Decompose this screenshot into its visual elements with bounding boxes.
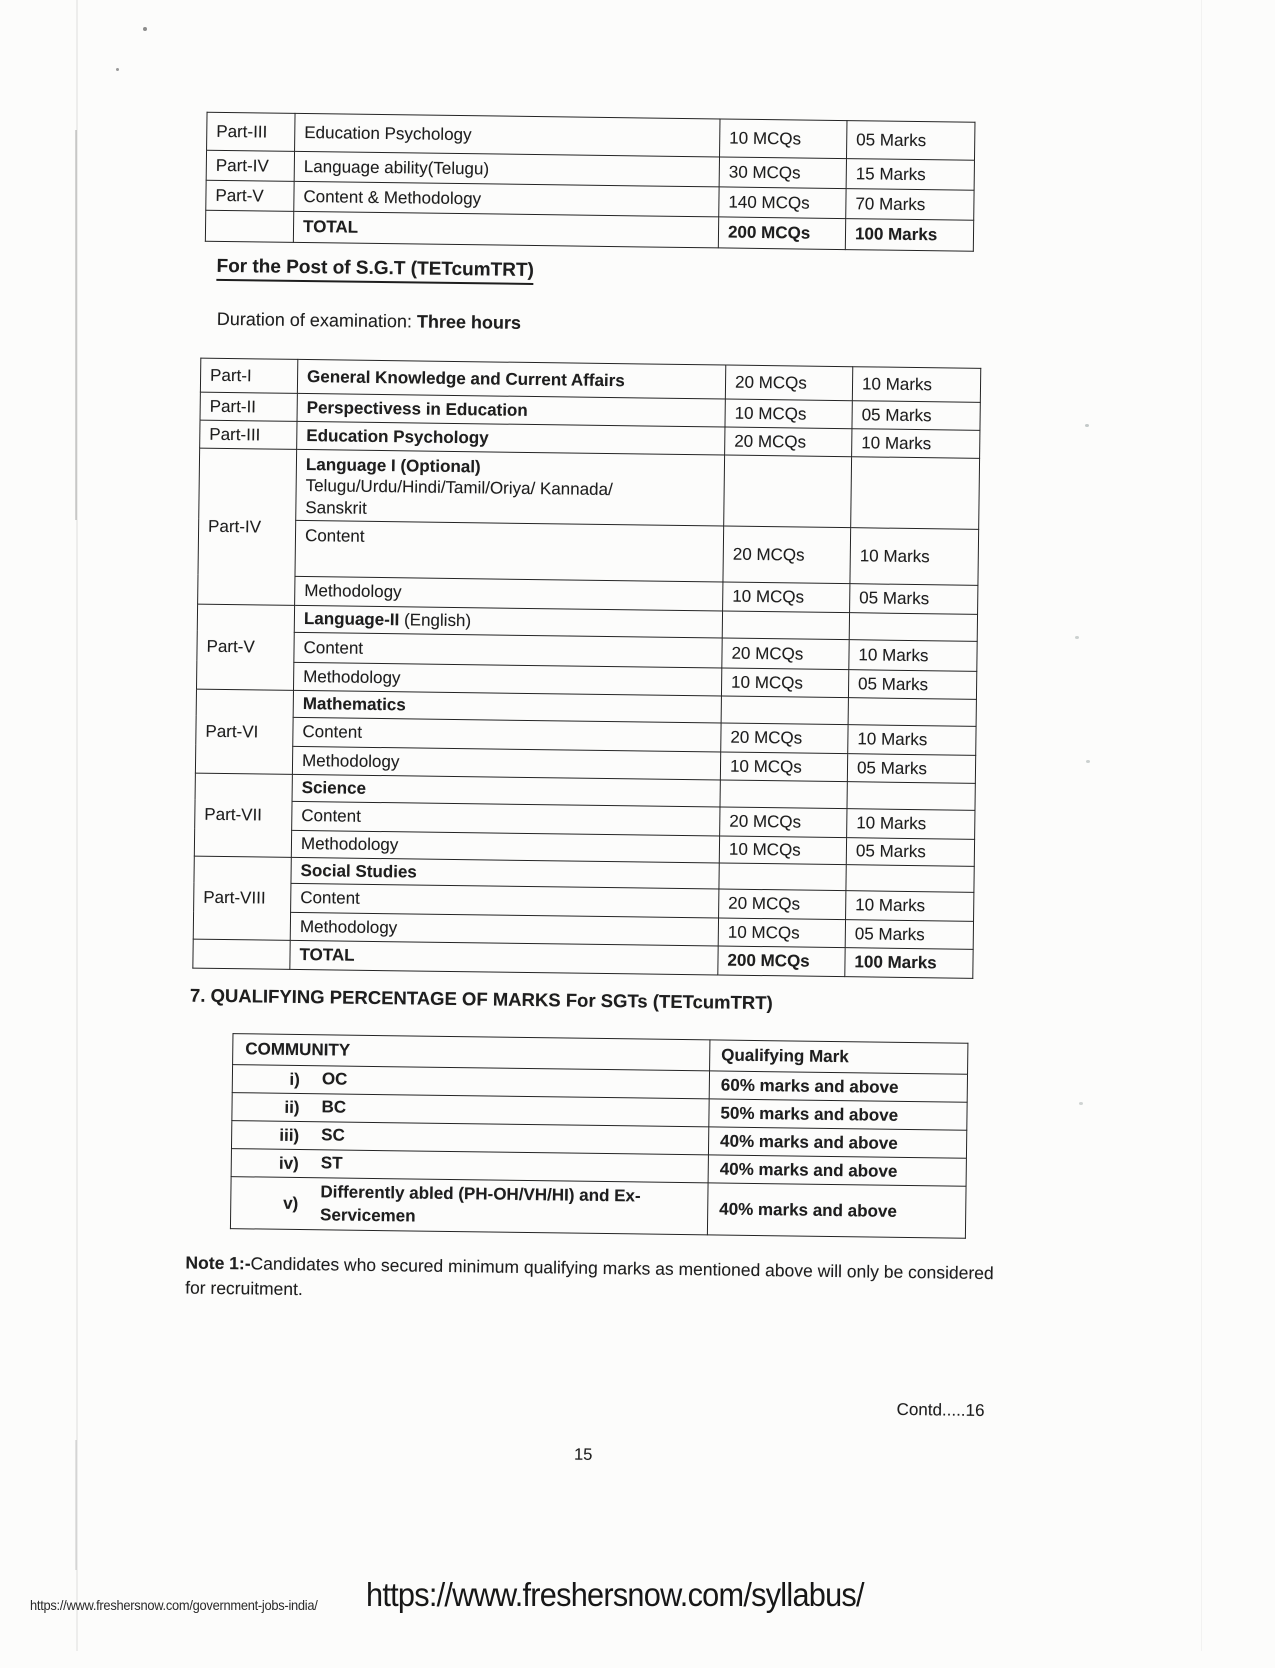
community-cell — [230, 1177, 708, 1235]
sa-syllabus-table-fragment — [205, 112, 976, 252]
duration-label: Duration of examination: — [216, 308, 418, 332]
page-number: 15 — [573, 1445, 593, 1464]
qualifying-mark-cell: 40% marks and above — [708, 1155, 966, 1186]
subject-cell: Methodology — [292, 746, 720, 780]
part-cell — [205, 210, 293, 242]
note-text: Candidates who secured minimum qualifying marks as mentioned above will only be considered for recruitment. — [185, 1253, 994, 1300]
mcq-count-cell: 10 MCQs — [720, 752, 847, 782]
mcq-count-cell: 20 MCQs — [719, 889, 846, 920]
marks-cell: 05 Marks — [847, 753, 975, 783]
community-label: Differently abled (PH-OH/VH/HI) and Ex- Servicemen — [320, 1182, 641, 1226]
marks-cell: 05 Marks — [846, 837, 974, 866]
table-row — [199, 448, 980, 529]
serial-number: i) — [289, 1069, 301, 1089]
post-heading: For the Post of S.G.T (TETcumTRT) — [216, 256, 534, 285]
marks-cell: 10 Marks — [850, 527, 979, 585]
mcq-count-cell: 10 MCQs — [723, 582, 850, 613]
marks-cell: 05 Marks — [850, 583, 978, 614]
marks-cell: 100 Marks — [845, 948, 973, 979]
mcq-count-cell — [722, 611, 849, 640]
duration-value: Three hours — [416, 311, 522, 333]
duration-line — [217, 309, 521, 334]
qualifying-mark-cell: 50% marks and above — [709, 1099, 967, 1130]
sgt-syllabus-table — [192, 358, 981, 979]
footer-small-url: https://www.freshersnow.com/government-jobs-india/ — [30, 1597, 318, 1613]
community-label: BC — [321, 1097, 347, 1118]
marks-cell: 15 Marks — [846, 159, 974, 191]
part-cell: Part-III — [207, 112, 295, 151]
mcq-count-cell: 10 MCQs — [721, 668, 848, 698]
part-cell: Part-V — [206, 180, 294, 211]
mcq-count-cell: 30 MCQs — [719, 157, 846, 189]
part-cell: Part-II — [200, 392, 297, 421]
community-header-cell: COMMUNITY — [233, 1034, 710, 1071]
mcq-count-cell: 20 MCQs — [723, 526, 851, 584]
community-label: OC — [321, 1069, 348, 1090]
mcq-count-cell: 20 MCQs — [722, 638, 849, 670]
serial-number: iv) — [278, 1153, 299, 1173]
serial-number: v) — [283, 1193, 299, 1213]
subject-cell: Content — [295, 520, 724, 582]
subject-cell: Methodology — [291, 830, 719, 863]
mcq-count-cell: 10 MCQs — [719, 836, 846, 865]
subject-cell: Methodology — [293, 662, 721, 696]
mcq-count-cell: 20 MCQs — [725, 365, 852, 401]
part-cell — [193, 939, 290, 969]
subject-cell: Science — [292, 774, 720, 807]
qualifying-mark-cell: 60% marks and above — [709, 1071, 967, 1102]
community-label: ST — [320, 1153, 343, 1174]
mcq-count-cell: 200 MCQs — [718, 946, 845, 977]
subject-cell: TOTAL — [293, 211, 718, 248]
part-cell: Part-V — [196, 604, 294, 690]
marks-cell — [848, 697, 976, 726]
qualifying-section-heading: 7. QUALIFYING PERCENTAGE OF MARKS For SGTs (TETcumTRT) — [189, 984, 773, 1014]
subject-cell: Content — [293, 717, 721, 752]
subject-cell: Perspectivess in Education — [297, 393, 725, 427]
note-paragraph — [185, 1251, 1014, 1313]
qualifying-mark-cell: 40% marks and above — [707, 1183, 966, 1238]
qualifying-mark-cell: 40% marks and above — [708, 1127, 966, 1158]
marks-cell — [851, 457, 980, 529]
community-label: SC — [321, 1125, 345, 1146]
table-row — [230, 1177, 966, 1239]
part-cell: Part-VII — [194, 773, 292, 857]
part-cell: Part-VI — [195, 689, 293, 774]
marks-cell — [847, 781, 975, 810]
part-cell: Part-VIII — [193, 856, 291, 941]
subject-cell: Methodology — [295, 576, 723, 611]
subject-cell: Social Studies — [291, 857, 719, 889]
marks-cell: 05 Marks — [848, 669, 976, 699]
mcq-count-cell: 10 MCQs — [718, 918, 845, 948]
subject-cell: Content — [292, 801, 720, 836]
subject-cell: General Knowledge and Current Affairs — [297, 359, 725, 399]
marks-cell: 05 Marks — [846, 121, 974, 161]
mcq-count-cell: 10 MCQs — [725, 399, 852, 429]
qualifying-marks-table — [230, 1033, 969, 1239]
marks-cell — [846, 864, 974, 892]
mcq-count-cell — [719, 863, 846, 891]
mcq-count-cell — [721, 696, 848, 725]
part-cell: Part-IV — [206, 150, 294, 181]
part-cell: Part-IV — [198, 448, 297, 605]
marks-cell: 10 Marks — [848, 724, 976, 755]
mcq-count-cell: 200 MCQs — [718, 217, 845, 250]
marks-cell: 10 Marks — [847, 808, 975, 839]
mcq-count-cell: 20 MCQs — [725, 427, 852, 457]
subject-cell: Methodology — [290, 912, 718, 946]
subject-cell: Education Psychology — [297, 421, 725, 455]
subject-cell: Mathematics — [293, 690, 721, 723]
mcq-count-cell: 140 MCQs — [719, 187, 846, 219]
subject-cell: TOTAL — [290, 940, 718, 975]
subject-cell: Language ability(Telugu) — [294, 151, 719, 187]
mcq-count-cell: 10 MCQs — [720, 119, 847, 159]
subject-cell: Content — [294, 632, 722, 668]
contd-marker: Contd.....16 — [896, 1399, 985, 1421]
subject-cell: Content — [291, 883, 719, 918]
marks-cell: 05 Marks — [852, 401, 980, 431]
subject-cell: Language I (Optional) Telugu/Urdu/Hindi/Tamil/Oriya/ Kannada/ Sanskrit — [296, 449, 725, 525]
footer-large-url: https://www.freshersnow.com/syllabus/ — [366, 1576, 864, 1613]
serial-number: ii) — [284, 1097, 300, 1117]
marks-cell: 05 Marks — [845, 920, 973, 950]
note-label: Note 1:- — [185, 1252, 251, 1274]
qualifying-mark-header-cell: Qualifying Mark — [710, 1040, 968, 1074]
marks-cell: 100 Marks — [845, 219, 973, 252]
subject-cell: Language-II (English) — [294, 605, 722, 638]
mcq-count-cell: 20 MCQs — [721, 723, 848, 754]
marks-cell — [849, 612, 977, 641]
part-cell: Part-III — [200, 420, 297, 449]
marks-cell: 10 Marks — [852, 429, 980, 459]
serial-number: iii) — [279, 1125, 300, 1145]
marks-cell: 10 Marks — [852, 367, 980, 403]
mcq-count-cell — [724, 455, 852, 527]
subject-cell: Content & Methodology — [294, 181, 719, 217]
table-row — [198, 519, 979, 585]
marks-cell: 10 Marks — [846, 891, 974, 922]
mcq-count-cell: 20 MCQs — [720, 807, 847, 838]
part-cell: Part-I — [200, 358, 297, 393]
subject-cell: Education Psychology — [295, 113, 720, 157]
marks-cell: 10 Marks — [849, 639, 977, 671]
mcq-count-cell — [720, 780, 847, 809]
marks-cell: 70 Marks — [846, 189, 974, 221]
